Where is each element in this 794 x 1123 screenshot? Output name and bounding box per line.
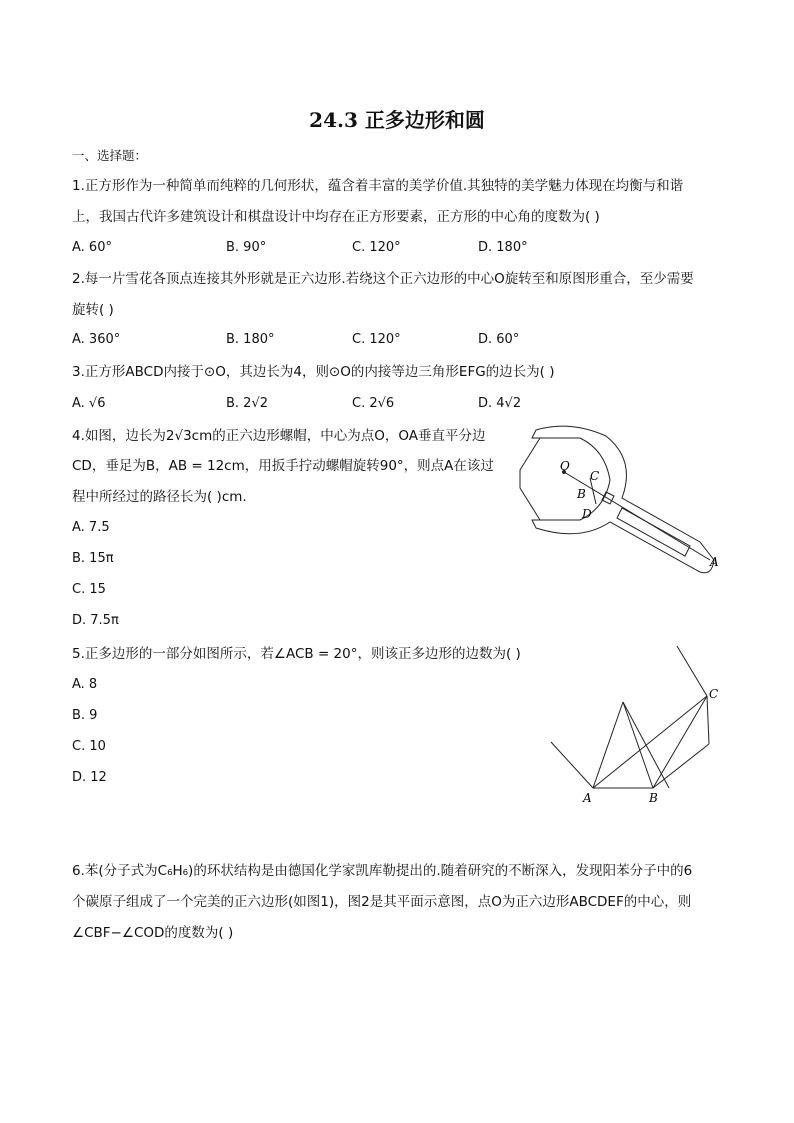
q2-option-d: D. 60°: [478, 332, 520, 347]
q3-option-b: B. 2√2: [226, 396, 269, 411]
q4-label-o: O: [560, 459, 570, 473]
q3-line-1: 3.正方形ABCD内接于⊙O，其边长为4，则⊙O的内接等边三角形EFG的边长为( ): [72, 364, 555, 380]
q6-line-2: 个碳原子组成了一个完美的正六边形(如图1)，图2是其平面示意图，点O为正六边形ABCDEF的中心，则: [72, 894, 692, 910]
q5-label-a: A: [583, 791, 592, 805]
q5-label-c: C: [709, 687, 719, 701]
q5-line-1: 5.正多边形的一部分如图所示，若∠ACB = 20°，则该正多边形的边数为( ): [72, 646, 521, 662]
q2-option-c: C. 120°: [352, 332, 401, 347]
q6-line-3: ∠CBF−∠COD的度数为( ): [72, 925, 234, 941]
q3-option-d: D. 4√2: [478, 396, 522, 411]
q4-label-b: B: [577, 487, 586, 501]
q4-option-a: A. 7.5: [72, 520, 110, 535]
q4-option-d: D. 7.5π: [72, 613, 119, 628]
q1-line-2: 上，我国古代许多建筑设计和棋盘设计中均存在正方形要素，正方形的中心角的度数为( ): [72, 209, 600, 225]
q2-line-1: 2.每一片雪花各顶点连接其外形就是正六边形.若绕这个正六边形的中心O旋转至和原图形重合，至少需要: [72, 271, 694, 287]
q1-option-b: B. 90°: [226, 240, 267, 255]
q4-label-a: A: [710, 555, 719, 569]
q4-option-c: C. 15: [72, 582, 106, 597]
q1-option-d: D. 180°: [478, 240, 528, 255]
q2-option-a: A. 360°: [72, 332, 121, 347]
q4-option-b: B. 15π: [72, 551, 114, 566]
q4-label-d: D: [582, 507, 592, 521]
q5-option-d: D. 12: [72, 770, 107, 785]
q2-line-2: 旋转( ): [72, 302, 114, 318]
section-heading: 一、选择题：: [72, 148, 148, 163]
wrench-figure: [510, 420, 730, 580]
q4-line-3: 程中所经过的路径长为( )cm.: [72, 489, 247, 505]
polygon-figure: [545, 640, 735, 810]
q1-line-1: 1.正方形作为一种简单而纯粹的几何形状，蕴含着丰富的美学价值.其独特的美学魅力体现在均衡与和谐: [72, 178, 684, 194]
q5-option-b: B. 9: [72, 708, 98, 723]
q4-line-2: CD，垂足为B，AB = 12cm，用扳手拧动螺帽旋转90°，则点A在该过: [72, 458, 494, 474]
q4-line-1: 4.如图，边长为2√3cm的正六边形螺帽，中心为点O，OA垂直平分边: [72, 428, 486, 444]
q5-option-a: A. 8: [72, 677, 98, 692]
q4-label-c: C: [590, 469, 600, 483]
q1-option-c: C. 120°: [352, 240, 401, 255]
q5-label-b: B: [649, 791, 658, 805]
q6-line-1: 6.苯(分子式为C₆H₆)的环状结构是由德国化学家凯库勒提出的.随着研究的不断深入，发现阳苯分子中的6: [72, 863, 693, 879]
q3-option-a: A. √6: [72, 396, 106, 411]
q3-option-c: C. 2√6: [352, 396, 395, 411]
q2-option-b: B. 180°: [226, 332, 275, 347]
page-title: 24.3 正多边形和圆: [309, 108, 485, 132]
q1-option-a: A. 60°: [72, 240, 112, 255]
q5-option-c: C. 10: [72, 739, 106, 754]
